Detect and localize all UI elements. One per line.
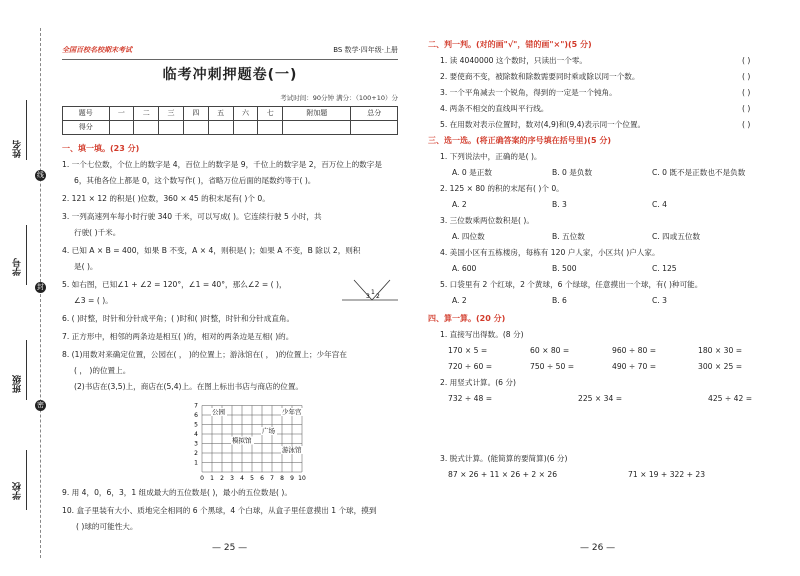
binding-label-school: 学校	[13, 482, 23, 500]
x-tick-label: 1	[210, 475, 214, 482]
choice-question-1: 1. 下列说法中，正确的是( )。	[440, 152, 542, 161]
exam-meta: 考试时间：90分钟 满分：（100+10）分	[280, 94, 398, 102]
place-label: 游泳馆	[282, 446, 302, 454]
calc-subsection-2: 2. 用竖式计算。(6 分)	[440, 378, 516, 387]
question-3-line-2: 行驶( )千米。	[74, 228, 121, 237]
page-number-right: — 26 —	[580, 543, 616, 553]
section-2-title: 二、判一判。(对的画"√"，错的画"×")(5 分)	[428, 40, 592, 49]
y-tick-label: 7	[194, 402, 198, 410]
section-3-title: 三、选一选。(将正确答案的序号填在括号里)(5 分)	[428, 136, 611, 145]
binding-label-class: 班级	[13, 375, 23, 393]
question-4-line-2: 是( )。	[74, 262, 98, 271]
question-10-line-1: 10. 盒子里装有大小、质地完全相同的 6 个黑球，4 个白球，从盒子里任意摸出 1 个球，摸到	[62, 506, 377, 515]
x-tick-label: 7	[270, 475, 274, 482]
place-label: 公园	[212, 408, 225, 416]
score-input-cell[interactable]	[109, 121, 134, 135]
judge-answer-4[interactable]: ( )	[742, 104, 751, 113]
binding-label-student-id: 学号	[13, 258, 23, 276]
score-table	[62, 106, 398, 135]
choice-2-option-b[interactable]: B. 3	[552, 200, 567, 209]
binding-strip	[0, 0, 52, 576]
judge-item-3: 3. 一个平角减去一个锐角，得到的一定是一个钝角。	[440, 88, 617, 97]
choice-4-option-c[interactable]: C. 125	[652, 264, 677, 273]
question-1-line-2: 6，其他各位上都是 0，这个数写作( )，省略万位后面的尾数约等于( )。	[74, 176, 316, 185]
calc-subsection-3: 3. 脱式计算。(能简算的要简算)(6 分)	[440, 454, 568, 463]
choice-5-option-a[interactable]: A. 2	[452, 296, 467, 305]
calc-item: 490 ÷ 70 =	[612, 362, 657, 371]
score-cell: 七	[258, 107, 283, 121]
choice-question-5: 5. 口袋里有 2 个红球，2 个黄球，6 个绿球，任意摸出一个球，有( )种可能。	[440, 280, 703, 289]
binding-label-name: 姓名	[13, 140, 23, 158]
vertical-calc-item: 732 ÷ 48 =	[448, 394, 493, 403]
choice-question-3: 3. 三位数乘两位数积是( )。	[440, 216, 534, 225]
score-cell: 一	[109, 107, 134, 121]
judge-item-4: 4. 两条不相交的直线叫平行线。	[440, 104, 549, 113]
choice-1-option-a[interactable]: A. 0 是正数	[452, 168, 492, 177]
score-input-cell[interactable]	[134, 121, 159, 135]
angle-label-2: 2	[376, 293, 380, 300]
question-1-line-1: 1. 一个七位数，个位上的数字是 4，百位上的数字是 9，千位上的数字是 2，百万位上的数字是	[62, 160, 382, 169]
score-input-cell[interactable]	[208, 121, 233, 135]
question-6: 6. ( )时整，时针和分针成平角；( )时和( )时整，时针和分针成直角。	[62, 314, 295, 323]
score-cell: 三	[159, 107, 184, 121]
calc-item: 170 × 5 =	[448, 346, 488, 355]
score-cell: 二	[134, 107, 159, 121]
choice-2-option-a[interactable]: A. 2	[452, 200, 467, 209]
question-8-part-2: (2)书店在(3,5)上，商店在(5,4)上。在图上标出书店与商店的位置。	[74, 382, 304, 391]
choice-question-4: 4. 美国小区有五栋楼房，每栋有 120 户人家，小区共( )户人家。	[440, 248, 660, 257]
question-2: 2. 121 × 12 的积是( )位数，360 × 45 的积末尾有( )个 0。	[62, 194, 270, 203]
choice-2-option-c[interactable]: C. 4	[652, 200, 667, 209]
score-cell: 五	[208, 107, 233, 121]
calc-item: 300 × 25 =	[698, 362, 743, 371]
x-tick-label: 10	[298, 475, 306, 482]
x-tick-label: 2	[220, 475, 224, 482]
question-7: 7. 正方形中，相邻的两条边是相互( )的，相对的两条边是互相( )的。	[62, 332, 294, 341]
score-cell: 得分	[63, 121, 110, 135]
binding-underline	[26, 225, 27, 285]
choice-1-option-c[interactable]: C. 0 既不是正数也不是负数	[652, 168, 746, 177]
judge-item-5: 5. 在用数对表示位置时，数对(4,9)和(9,4)表示同一个位置。	[440, 120, 646, 129]
judge-item-2: 2. 要使商不变，被除数和除数需要同时乘或除以同一个数。	[440, 72, 640, 81]
calc-subsection-1: 1. 直接写出得数。(8 分)	[440, 330, 524, 339]
x-tick-label: 9	[290, 475, 294, 482]
choice-question-2: 2. 125 × 80 的积的末尾有( )个 0。	[440, 184, 564, 193]
question-8-line-1: 8. (1)用数对来确定位置，公园在( ， )的位置上；游泳馆在( ， )的位置上；少年宫在	[62, 350, 347, 359]
y-tick-label: 5	[194, 421, 198, 429]
score-input-cell[interactable]	[351, 121, 398, 135]
page-title: 临考冲刺押题卷(一)	[162, 67, 298, 83]
score-input-cell[interactable]	[283, 121, 351, 135]
question-9: 9. 用 4，0，6，3，1 组成最大的五位数是( )，最小的五位数是( )。	[62, 488, 292, 497]
vertical-calc-item: 425 ÷ 42 =	[708, 394, 753, 403]
question-5-line-2: ∠3 = ( )。	[74, 296, 113, 305]
vertical-calc-item: 225 × 34 =	[578, 394, 623, 403]
score-input-cell[interactable]	[258, 121, 283, 135]
score-cell: 四	[183, 107, 208, 121]
y-tick-label: 3	[194, 440, 198, 448]
binding-mark-secret: 密	[37, 401, 44, 409]
choice-4-option-a[interactable]: A. 600	[452, 264, 477, 273]
question-8-line-2: ( ， )的位置上。	[74, 366, 131, 375]
score-table-score-row	[63, 121, 398, 135]
question-5-line-1: 5. 如右图，已知∠1 + ∠2 = 120°，∠1 = 40°，那么∠2 = ( )，	[62, 280, 287, 289]
page-number-left: — 25 —	[212, 543, 248, 553]
binding-mark-line: 线	[37, 171, 44, 179]
stepwise-calc-item: 87 × 26 + 11 × 26 + 2 × 26	[448, 470, 558, 479]
score-cell: 六	[233, 107, 258, 121]
judge-answer-2[interactable]: ( )	[742, 72, 751, 81]
stepwise-calc-item: 71 × 19 + 322 + 23	[628, 470, 706, 479]
x-tick-label: 5	[250, 475, 254, 482]
score-cell: 总分	[351, 107, 398, 121]
coordinate-grid[interactable]	[190, 396, 310, 484]
page-header	[62, 44, 398, 60]
x-tick-label: 8	[280, 475, 284, 482]
calc-item: 720 ÷ 60 =	[448, 362, 493, 371]
score-input-cell[interactable]	[233, 121, 258, 135]
choice-3-option-c[interactable]: C. 四或五位数	[652, 232, 701, 241]
choice-5-option-b[interactable]: B. 6	[552, 296, 567, 305]
choice-5-option-c[interactable]: C. 3	[652, 296, 667, 305]
choice-1-option-b[interactable]: B. 0 是负数	[552, 168, 593, 177]
y-tick-label: 2	[194, 450, 198, 457]
exam-series: 全国百校名校期末考试	[62, 46, 132, 54]
binding-underline	[26, 450, 27, 510]
choice-3-option-a[interactable]: A. 四位数	[452, 232, 485, 241]
x-tick-label: 0	[200, 475, 204, 482]
y-tick-label: 1	[194, 459, 198, 467]
section-1-title: 一、填一填。(23 分)	[62, 144, 140, 153]
y-tick-label: 4	[194, 431, 198, 438]
choice-4-option-b[interactable]: B. 500	[552, 264, 577, 273]
question-10-line-2: ( )球的可能性大。	[76, 522, 138, 531]
calc-item: 60 × 80 =	[530, 346, 570, 355]
calc-item: 960 ÷ 80 =	[612, 346, 657, 355]
judge-answer-3[interactable]: ( )	[742, 88, 751, 97]
angle-label-3: 3	[366, 293, 370, 300]
binding-underline	[26, 100, 27, 160]
score-input-cell[interactable]	[159, 121, 184, 135]
binding-underline	[26, 340, 27, 400]
section-4-title: 四、算一算。(20 分)	[428, 314, 506, 323]
place-label: 广场	[262, 427, 275, 435]
binding-dashed-line	[40, 28, 41, 558]
y-tick-label: 6	[194, 412, 198, 419]
binding-mark-seal: 封	[37, 283, 44, 291]
x-tick-label: 4	[240, 475, 244, 482]
choice-3-option-b[interactable]: B. 五位数	[552, 232, 585, 241]
angle-figure	[340, 276, 400, 306]
question-3-line-1: 3. 一列高速列车每小时行驶 340 千米，可以写成( )。它连续行驶 5 小时，共	[62, 212, 322, 221]
judge-answer-1[interactable]: ( )	[742, 56, 751, 65]
calc-item: 180 × 30 =	[698, 346, 743, 355]
x-tick-label: 3	[230, 475, 234, 482]
x-tick-label: 6	[260, 475, 264, 482]
grade-info: BS 数学·四年级·上册	[333, 46, 398, 54]
score-cell: 附加题	[283, 107, 351, 121]
score-input-cell[interactable]	[183, 121, 208, 135]
angle-label-1: 1	[371, 289, 375, 296]
place-label: 少年宫	[282, 408, 302, 416]
judge-item-1: 1. 读 4040000 这个数时，只读出一个零。	[440, 56, 588, 65]
question-4-line-1: 4. 已知 A × B = 400，如果 B 不变，A × 4，则积是( )；如果 A 不变，B 除以 2，则积	[62, 246, 361, 255]
score-cell: 题号	[63, 107, 110, 121]
judge-answer-5[interactable]: ( )	[742, 120, 751, 129]
calc-item: 750 ÷ 50 =	[530, 362, 575, 371]
place-label: 模拟馆	[232, 436, 252, 445]
score-table-header-row	[63, 107, 398, 121]
